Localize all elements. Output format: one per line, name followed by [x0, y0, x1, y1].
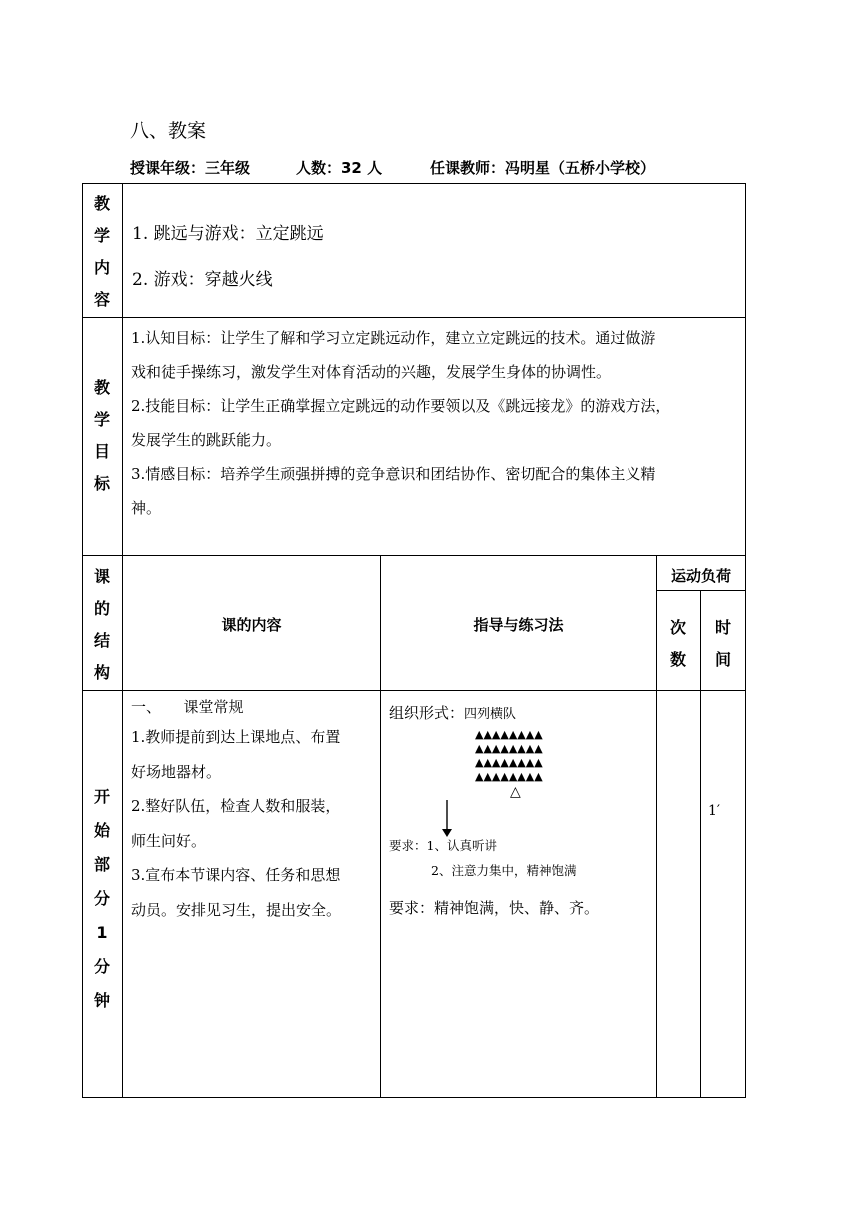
teaching-objectives-label: 教 学 目 标 [93, 378, 110, 493]
objective-line: 1.认知目标：让学生了解和学习立定跳远动作，建立立定跳远的技术。通过做游 [131, 329, 656, 347]
content-line: 3.宣布本节课内容、任务和思想 [131, 866, 341, 884]
content-line: 1.教师提前到达上课地点、布置 [131, 728, 341, 746]
content-line: 师生问好。 [131, 831, 207, 850]
opening-content [131, 694, 376, 927]
student-count-info: 人数：32 人 [296, 159, 383, 177]
content-line: 一、 课堂常规 [131, 698, 244, 716]
teacher-info: 任课教师：冯明星（五桥小学校） [430, 159, 656, 177]
duration-value: 1′ [708, 803, 721, 819]
teacher-position-icon: △ [510, 784, 521, 800]
times-header: 次 数 [669, 618, 686, 669]
content-line: 2.整好队伍，检查人数和服装， [131, 797, 341, 815]
lesson-content-header: 课的内容 [221, 616, 282, 634]
duration-header: 时 间 [714, 618, 731, 669]
requirement-2: 2、注意力集中，精神饱满 [431, 863, 577, 878]
objective-line: 3.情感目标：培养学生顽强拼搏的竞争意识和团结协作、密切配合的集体主义精 [131, 465, 656, 483]
student-row: ▲▲▲▲▲▲▲▲ [475, 770, 543, 783]
grade-info: 授课年级：三年级 [130, 159, 251, 177]
direction-arrow-icon [440, 800, 454, 838]
content-item: 2. 游戏：穿越火线 [132, 270, 273, 290]
organization-form [389, 702, 516, 723]
content-line: 动员。安排见习生，提出安全。 [131, 900, 342, 919]
exercise-load-header: 运动负荷 [670, 567, 731, 585]
content-item: 1. 跳远与游戏：立定跳远 [132, 224, 324, 244]
student-row: ▲▲▲▲▲▲▲▲ [475, 728, 543, 741]
content-line: 好场地器材。 [131, 762, 222, 781]
guidance-method-header: 指导与练习法 [473, 616, 564, 634]
student-row: ▲▲▲▲▲▲▲▲ [475, 742, 543, 755]
org-form-label: 组织形式： [389, 704, 465, 722]
objective-line: 神。 [131, 499, 162, 517]
objective-line: 发展学生的跳跃能力。 [131, 431, 282, 449]
teaching-content-list [132, 211, 324, 303]
lesson-structure-label: 课 的 结 构 [93, 567, 110, 682]
org-form-value: 四列横队 [464, 707, 517, 722]
requirement-summary: 要求：精神饱满，快、静、齐。 [389, 899, 600, 917]
teaching-content-label: 教 学 内 容 [93, 194, 110, 309]
opening-section-label: 开 始 部 分 1 分 钟 [93, 787, 110, 1010]
objective-line: 2.技能目标：让学生正确掌握立定跳远的动作要领以及《跳远接龙》的游戏方法， [131, 397, 671, 415]
page-title: 八、教案 [130, 120, 207, 142]
student-row: ▲▲▲▲▲▲▲▲ [475, 756, 543, 769]
objective-line: 戏和徒手操练习，激发学生对体育活动的兴趣，发展学生身体的协调性。 [131, 363, 612, 381]
requirement-1: 要求：1、认真听讲 [389, 838, 497, 853]
teaching-objectives-text [131, 321, 743, 525]
